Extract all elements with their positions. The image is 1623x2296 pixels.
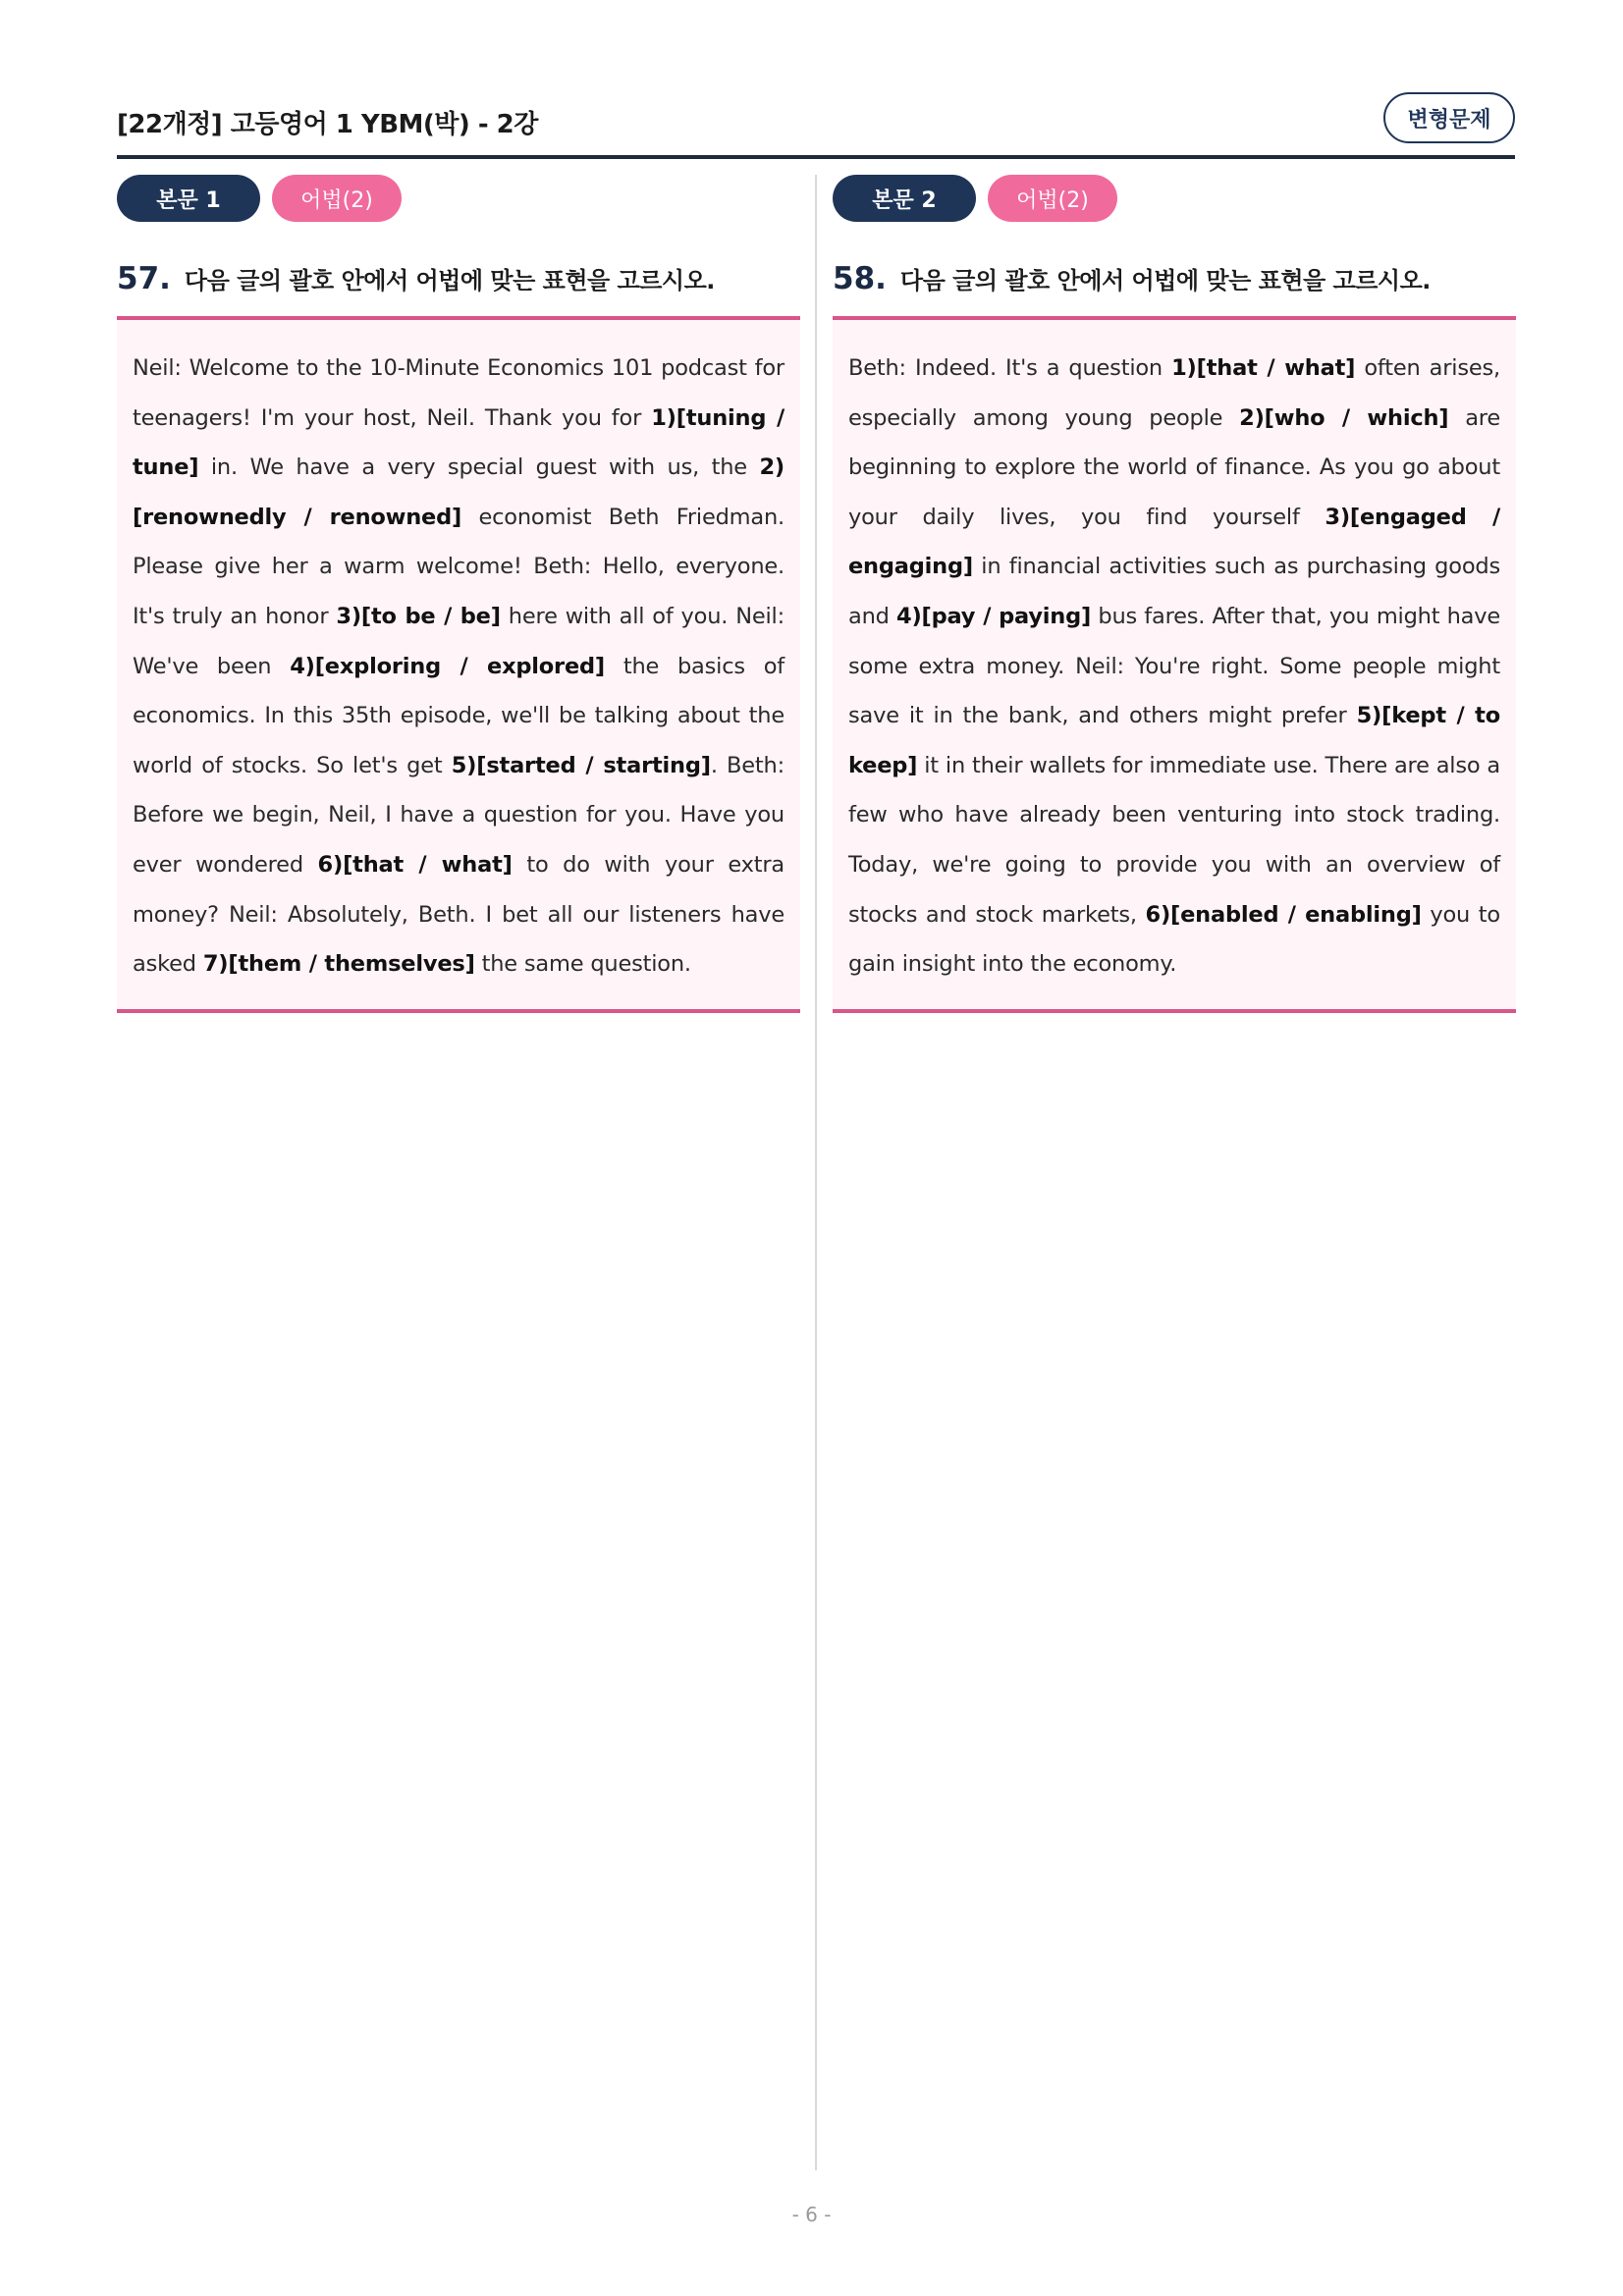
passage-segment: to do with your extra money? Neil: Absolutely, Beth. I bet all our listeners have asked	[133, 851, 784, 978]
question-number: 58.	[833, 261, 887, 296]
passage-segment: the basics of economics. In this 35th episode, we'll be talking about the world of stocks. So let's get	[133, 653, 784, 778]
tag-row	[833, 175, 1516, 222]
answer-choice: 1)[that / what]	[1171, 355, 1356, 381]
passage-segment: are beginning to explore the world of finance. As you go about your daily lives, you find yourself	[848, 404, 1500, 530]
passage-segment: bus fares. After that, you might have some extra money. Neil: You're right. Some people might save it in the bank, and others might prefer	[848, 603, 1501, 729]
passage-segment: you to gain insight into the economy.	[848, 901, 1500, 978]
passage-segment: . Beth: Before we begin, Neil, I have a question for you. Have you ever wondered	[133, 752, 784, 878]
question-number: 57.	[117, 261, 171, 296]
answer-choice: 6)[that / what]	[317, 851, 513, 878]
right-column	[833, 175, 1516, 1013]
passage-segment: the same question.	[474, 951, 691, 978]
column-divider	[815, 175, 817, 2170]
question-type-tag: 어법(2)	[988, 175, 1117, 222]
answer-choice: 5)[started / starting]	[451, 752, 711, 778]
passage-segment: economist Beth Friedman. Please give her a warm welcome! Beth: Hello, everyone. It's truly an honor	[133, 504, 784, 629]
passage-segment: in. We have a very special guest with us, the	[198, 454, 760, 481]
answer-choice: 4)[exploring / explored]	[290, 653, 605, 679]
page-number: - 6 -	[791, 2203, 832, 2226]
header-divider	[117, 155, 1515, 159]
question-type-tag: 어법(2)	[272, 175, 402, 222]
tag-row	[117, 175, 800, 222]
passage-segment: here with all of you. Neil: We've been	[133, 603, 784, 679]
page-title: [22개정] 고등영어 1 YBM(박) - 2강	[117, 110, 538, 139]
answer-choice: 7)[them / themselves]	[202, 951, 475, 978]
answer-choice: 5)[kept / to keep]	[848, 703, 1500, 778]
passage-box	[117, 316, 800, 1013]
passage-box	[833, 316, 1516, 1013]
question-instruction: 다음 글의 괄호 안에서 어법에 맞는 표현을 고르시오.	[899, 267, 1431, 294]
question-heading	[833, 261, 1516, 304]
passage-text	[133, 344, 784, 989]
answer-choice: 4)[pay / paying]	[895, 603, 1092, 629]
type-badge: 변형문제	[1383, 92, 1515, 143]
answer-choice: 2)[renownedly / renowned]	[133, 454, 784, 530]
passage-segment: Beth: Indeed. It's a question	[848, 355, 1172, 381]
passage-tag: 본문 1	[117, 175, 260, 222]
passage-segment: in financial activities such as purchasing goods and	[848, 554, 1500, 629]
question-instruction: 다음 글의 괄호 안에서 어법에 맞는 표현을 고르시오.	[184, 267, 715, 294]
answer-choice: 3)[engaged / engaging]	[848, 504, 1500, 580]
passage-segment: it in their wallets for immediate use. There are also a few who have already been venturing into stock trading. Today, we're going to provide you with an overview of stocks and stock markets,	[848, 752, 1500, 928]
passage-text	[848, 344, 1500, 989]
answer-choice: 3)[to be / be]	[336, 603, 501, 629]
passage-segment: Neil: Welcome to the 10-Minute Economics 101 podcast for teenagers! I'm your host, Neil. Thank you for	[133, 355, 784, 431]
left-column	[117, 175, 800, 1013]
page-header	[117, 92, 1515, 157]
answer-choice: 1)[tuning / tune]	[133, 404, 784, 481]
question-heading	[117, 261, 800, 304]
passage-tag: 본문 2	[833, 175, 976, 222]
passage-segment: often arises, especially among young people	[848, 355, 1500, 431]
answer-choice: 2)[who / which]	[1239, 404, 1449, 431]
answer-choice: 6)[enabled / enabling]	[1145, 901, 1422, 928]
